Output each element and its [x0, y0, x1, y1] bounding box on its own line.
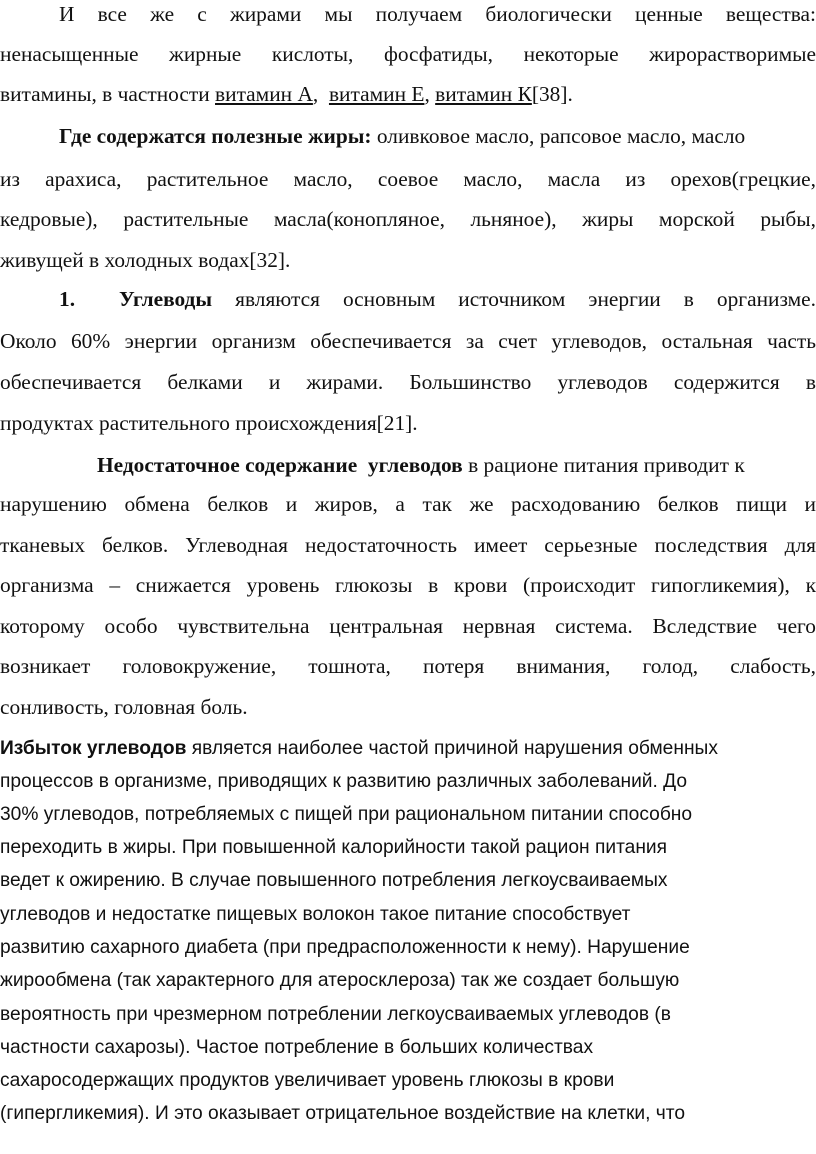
p5-line-6: углеводов и недостатке пищевых волокон такое питание способствует — [0, 904, 631, 925]
p1-line-3: витамины, в частности витамин А, витамин Е, витамин К[38]. — [0, 82, 573, 106]
p2-heading: Где содержатся полезные жиры: — [59, 124, 372, 148]
p1-line-2: ненасыщенные жирные кислоты, фосфатиды, некоторые жирорастворимые — [0, 42, 816, 66]
p4-line-4: организма – снижается уровень глюкозы в крови (происходит гипогликемия), к — [0, 573, 816, 597]
p5-line-11: сахаросодержащих продуктов увеличивает уровень глюкозы в крови — [0, 1070, 615, 1091]
p5-heading: Избыток углеводов — [0, 738, 187, 759]
p3-line-2: Около 60% энергии организм обеспечивается за счет углеводов, остальная часть — [0, 329, 816, 353]
p3-line-4: продуктах растительного происхождения[21]. — [0, 411, 418, 435]
p5-line-7: развитию сахарного диабета (при предрасположенности к нему). Нарушение — [0, 937, 690, 958]
vitamin-a-link[interactable]: витамин А — [215, 82, 313, 106]
p3-line-1: Углеводы являются основным источником энергии в организме. — [119, 287, 816, 311]
p5-line-10: частности сахарозы). Частое потребление в больших количествах — [0, 1037, 594, 1058]
p2-line-2: из арахиса, растительное масло, соевое масло, масла из орехов(грецкие, — [0, 167, 816, 191]
p5-line-2: процессов в организме, приводящих к развитию различных заболеваний. До — [0, 771, 688, 792]
p5-line-8: жирообмена (так характерного для атеросклероза) так же создает большую — [0, 970, 680, 991]
p4-line-6: возникает головокружение, тошнота, потеря внимания, голод, слабость, — [0, 654, 816, 678]
vitamin-e-link[interactable]: витамин Е — [328, 82, 425, 106]
p3-number: 1. — [59, 287, 76, 311]
p4-heading: Недостаточное содержание углеводов — [97, 453, 463, 477]
p5-line-3: 30% углеводов, потребляемых с пищей при рациональном питании способно — [0, 804, 693, 825]
p5-line-5: ведет к ожирению. В случае повышенного потребления легкоусваиваемых — [0, 870, 668, 891]
p5-line-12: (гипергликемия). И это оказывает отрицательное воздействие на клетки, что — [0, 1103, 686, 1124]
p4-line-5: которому особо чувствительна центральная нервная система. Вследствие чего — [0, 614, 816, 638]
vitamin-k-link[interactable]: витамин К — [435, 82, 532, 106]
p4-line-7: сонливость, головная боль. — [0, 695, 248, 719]
p2-line-3: кедровые), растительные масла(конопляное, льняное), жиры морской рыбы, — [0, 207, 816, 231]
p3-heading: Углеводы — [119, 287, 213, 311]
p4-line-1: Недостаточное содержание углеводов в рационе питания приводит к — [97, 453, 745, 477]
p4-line-3: тканевых белков. Углеводная недостаточность имеет серьезные последствия для — [0, 533, 816, 557]
p2-line-1: Где содержатся полезные жиры: оливковое масло, рапсовое масло, масло — [59, 124, 746, 148]
p5-line-4: переходить в жиры. При повышенной калорийности такой рацион питания — [0, 837, 668, 858]
p1-line-1: И все же с жирами мы получаем биологически ценные вещества: — [59, 2, 816, 26]
p5-line-1: Избыток углеводов является наиболее частой причиной нарушения обменных — [0, 738, 718, 759]
p2-line-4: живущей в холодных водах[32]. — [0, 248, 291, 272]
p5-line-9: вероятность при чрезмерном потреблении легкоусваиваемых углеводов (в — [0, 1004, 671, 1025]
p4-line-2: нарушению обмена белков и жиров, а так же расходованию белков пищи и — [0, 492, 816, 516]
p3-line-3: обеспечивается белками и жирами. Большинство углеводов содержится в — [0, 370, 816, 394]
